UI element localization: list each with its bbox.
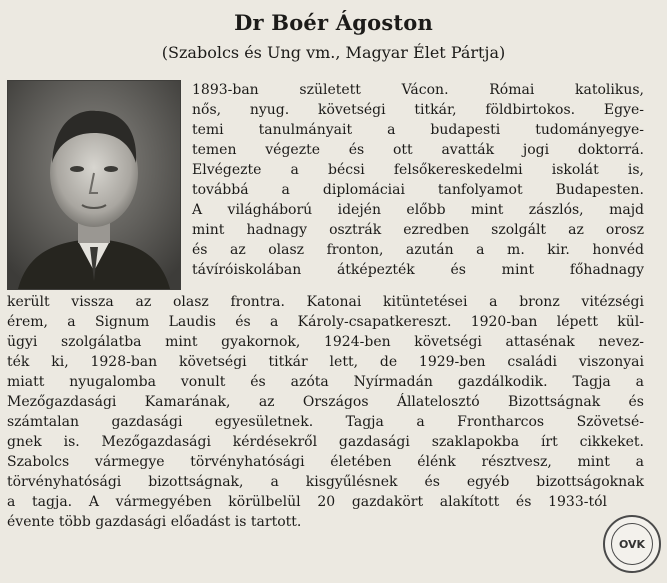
biography-line: érem, a Signum Laudis és a Károly-csapatkereszt. 1920-ban lépett kül- <box>7 314 644 330</box>
biography-line: számtalan gazdasági egyesületnek. Tagja a Frontharcos Szövetsé- <box>7 414 644 430</box>
biography-line: miatt nyugalomba vonult és azóta Nyírmadán gazdálkodik. Tagja a <box>7 374 644 390</box>
biography-line: a tagja. A vármegyében körülbelül 20 gazdakört alakított és 1933-tól <box>7 494 607 510</box>
biography-line: és az olasz fronton, azután a m. kir. honvéd <box>192 242 644 258</box>
page-subtitle: (Szabolcs és Ung vm., Magyar Élet Pártja) <box>161 43 506 62</box>
biography-line: ügyi szolgálatba mint gyakornok, 1924-ben követségi attasénak nevez- <box>7 334 644 350</box>
biography-line: törvényhatósági bizottságnak, a kisgyűlésnek és egyéb bizottságoknak <box>7 474 644 490</box>
biography-line: távíróiskolában átképezték és mint főhadnagy <box>192 262 644 278</box>
biography-line: Szabolcs vármegye törvényhatósági életében élénk résztvesz, mint a <box>7 454 644 470</box>
biography-line: ték ki, 1928-ban követségi titkár lett, de 1929-ben családi viszonyai <box>7 354 644 370</box>
biography-line: került vissza az olasz frontra. Katonai kitüntetései a bronz vitézségi <box>7 294 644 310</box>
biography-line: A világháború idején előbb mint zászlós, majd <box>192 202 644 218</box>
portrait-photo <box>7 80 181 290</box>
portrait-photo-icon <box>8 81 180 289</box>
biography-line: évente több gazdasági előadást is tartott. <box>7 514 302 530</box>
stamp-text: OVK <box>611 523 653 565</box>
biography-line: Elvégezte a bécsi felsőkereskedelmi iskolát is, <box>192 162 644 178</box>
biography-line: 1893-ban született Vácon. Római katolikus, <box>192 82 644 98</box>
biography-line: temen végezte és ott avatták jogi doktorrá. <box>192 142 644 158</box>
biography-line: továbbá a diplomáciai tanfolyamot Budapesten. <box>192 182 644 198</box>
library-seal-stamp-icon <box>603 515 661 573</box>
biography-line: gnek is. Mezőgazdasági kérdésekről gazdasági szaklapokba írt cikkeket. <box>7 434 644 450</box>
biography-line: temi tanulmányait a budapesti tudományegye- <box>192 122 644 138</box>
biography-line: nős, nyug. követségi titkár, földbirtokos. Egye- <box>192 102 644 118</box>
page-title: Dr Boér Ágoston <box>234 10 433 35</box>
biography-line: Mezőgazdasági Kamarának, az Országos Állatelosztó Bizottságnak és <box>7 394 644 410</box>
biography-line: mint hadnagy osztrák ezredben szolgált az orosz <box>192 222 644 238</box>
